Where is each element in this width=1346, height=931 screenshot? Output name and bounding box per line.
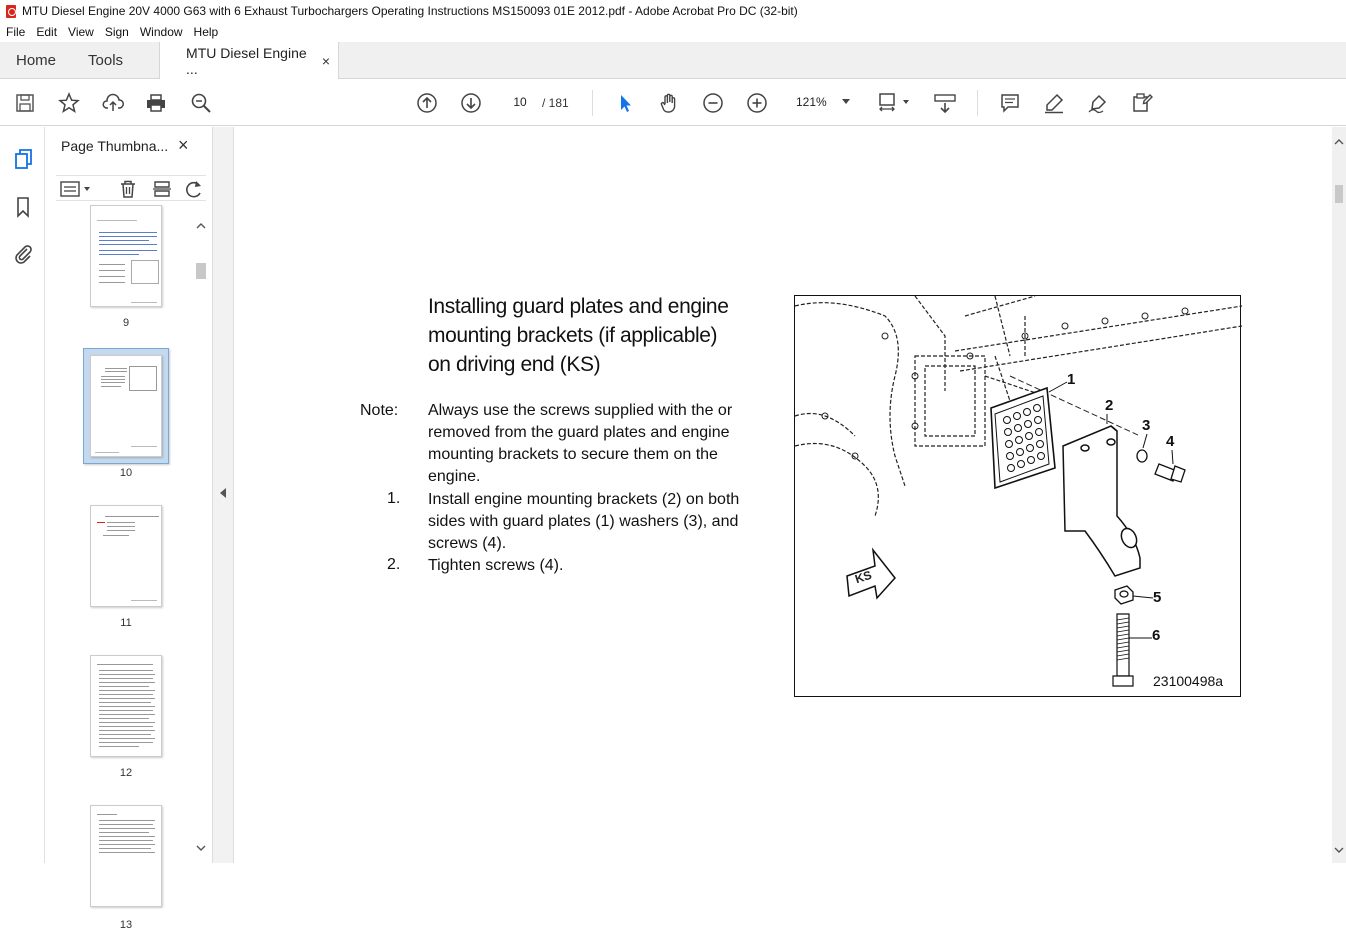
paperclip-icon	[12, 242, 34, 264]
thumbnail-scrollbar[interactable]	[194, 219, 208, 859]
note-line: mounting brackets to secure them on the	[428, 446, 718, 463]
thumbnail-page-9[interactable]	[90, 205, 162, 307]
zoom-in-button[interactable]	[744, 90, 770, 116]
tab-document[interactable]	[159, 42, 339, 79]
scroll-down-icon[interactable]	[1334, 847, 1344, 853]
panel-title: Page Thumbna...	[61, 138, 169, 154]
extract-pages-icon[interactable]	[152, 179, 172, 199]
bookmark-star-button[interactable]	[56, 90, 82, 116]
step-line: Install engine mounting brackets (2) on both	[428, 491, 740, 508]
star-icon	[58, 92, 80, 114]
document-scrollbar[interactable]	[1332, 127, 1346, 863]
fountain-pen-icon	[1087, 92, 1109, 114]
minus-circle-icon	[702, 92, 724, 114]
page-thumbnails-button[interactable]	[11, 147, 35, 171]
scrollbar-thumb[interactable]	[1335, 185, 1343, 203]
thumbnail-label: 11	[120, 617, 132, 629]
page-total: / 181	[542, 96, 569, 110]
callout-1: 1	[1067, 371, 1076, 388]
panel-close-icon[interactable]: ×	[178, 135, 189, 155]
printer-icon	[145, 92, 167, 114]
zoom-search-icon	[190, 92, 212, 114]
section-heading	[428, 292, 728, 379]
upload-button[interactable]	[100, 90, 126, 116]
arrow-up-circle-icon	[416, 92, 438, 114]
previous-page-button[interactable]	[414, 90, 440, 116]
save-icon	[14, 92, 36, 114]
menu-file[interactable]: File	[6, 25, 26, 39]
toolbar-divider	[977, 90, 978, 116]
thumbnail-page-10[interactable]	[90, 355, 162, 457]
tab-tools[interactable]: Tools	[88, 51, 124, 69]
menu-edit[interactable]: Edit	[36, 25, 58, 39]
highlight-button[interactable]	[1041, 90, 1067, 116]
panel-splitter[interactable]	[212, 127, 234, 863]
select-tool-button[interactable]	[612, 90, 638, 116]
callout-3: 3	[1142, 417, 1151, 434]
heading-line: on driving end (KS)	[428, 353, 601, 376]
hand-icon	[658, 92, 680, 114]
step-line: sides with guard plates (1) washers (3), and	[428, 513, 739, 530]
callout-4: 4	[1166, 433, 1175, 450]
thumbnail-page-11[interactable]	[90, 505, 162, 607]
thumbnail-label: 10	[119, 467, 133, 479]
callout-5: 5	[1153, 589, 1162, 606]
step-number: 1.	[387, 490, 401, 507]
highlighter-pen-icon	[1043, 92, 1065, 114]
sign-button[interactable]	[1085, 90, 1111, 116]
save-button[interactable]	[12, 90, 38, 116]
page-thumbnails-panel	[46, 127, 212, 931]
more-tools-button[interactable]	[1129, 90, 1155, 116]
heading-line: mounting brackets (if applicable)	[428, 324, 718, 347]
delete-page-icon[interactable]	[118, 179, 138, 199]
bookmarks-button[interactable]	[11, 195, 35, 219]
toolbar-divider	[592, 90, 593, 116]
navigation-rail	[0, 127, 45, 863]
step-number: 2.	[387, 556, 401, 573]
menu-bar	[0, 22, 1346, 42]
thumbnail-page-12[interactable]	[90, 655, 162, 757]
comment-icon	[999, 92, 1021, 114]
callout-2: 2	[1105, 397, 1114, 414]
title-bar	[0, 0, 1346, 22]
zoom-level-value: 121%	[796, 95, 827, 109]
fit-page-icon	[877, 92, 911, 114]
engine-bracket-figure	[794, 295, 1241, 697]
zoom-level-dropdown[interactable]	[790, 89, 856, 115]
scrollbar-thumb[interactable]	[196, 263, 206, 279]
zoom-out-button[interactable]	[700, 90, 726, 116]
menu-window[interactable]: Window	[139, 25, 183, 39]
hand-tool-button[interactable]	[656, 90, 682, 116]
cloud-upload-icon	[102, 92, 124, 114]
scroll-mode-button[interactable]	[932, 90, 958, 116]
step-text	[428, 555, 778, 577]
plus-circle-icon	[746, 92, 768, 114]
thumbnail-list	[46, 219, 194, 931]
attachments-button[interactable]	[11, 241, 35, 265]
heading-line: Installing guard plates and engine	[428, 295, 729, 318]
window-title: MTU Diesel Engine 20V 4000 G63 with 6 Exhaust Turbochargers Operating Instructions MS150093 01E 2012.pdf - Adobe Acrobat Pro DC (32-bit)	[22, 4, 798, 18]
comment-button[interactable]	[997, 90, 1023, 116]
menu-help[interactable]: Help	[193, 25, 219, 39]
page-number-input[interactable]: 10	[502, 89, 538, 115]
arrow-down-circle-icon	[460, 92, 482, 114]
next-page-button[interactable]	[458, 90, 484, 116]
scroll-up-icon[interactable]	[1334, 139, 1344, 145]
collapse-panel-icon[interactable]	[220, 488, 226, 498]
tab-bar	[0, 42, 1346, 79]
note-line: engine.	[428, 468, 481, 485]
note-label: Note:	[360, 402, 399, 419]
edit-stamp-icon	[1131, 92, 1153, 114]
bookmark-icon	[12, 196, 34, 218]
panel-toolbar	[56, 175, 206, 201]
menu-sign[interactable]: Sign	[104, 25, 129, 39]
note-line: removed from the guard plates and engine	[428, 424, 730, 441]
tab-document-label: MTU Diesel Engine ...	[186, 44, 307, 77]
find-button[interactable]	[188, 90, 214, 116]
keyboard-scroll-icon	[934, 92, 956, 114]
step-line: Tighten screws (4).	[428, 557, 564, 574]
chevron-down-icon	[842, 99, 850, 105]
figure-id: 23100498a	[1153, 673, 1224, 689]
acrobat-pdf-icon	[6, 5, 16, 18]
pages-icon	[12, 148, 34, 170]
cursor-arrow-icon	[614, 92, 636, 114]
thumbnail-page-13[interactable]	[90, 805, 162, 907]
note-text	[428, 400, 778, 488]
thumbnail-label: 12	[119, 767, 133, 779]
scroll-down-icon[interactable]	[196, 845, 206, 851]
thumbnail-label: 9	[122, 317, 130, 329]
tab-close-icon[interactable]: ×	[321, 52, 331, 69]
step-line: screws (4).	[428, 535, 507, 552]
thumbnail-label: 13	[119, 919, 133, 931]
exploded-view-drawing	[795, 296, 1242, 698]
scroll-up-icon[interactable]	[196, 223, 206, 229]
options-menu-icon[interactable]	[60, 180, 94, 198]
rotate-page-icon[interactable]	[184, 179, 204, 199]
note-line: Always use the screws supplied with the or	[428, 402, 733, 419]
step-text	[428, 489, 778, 555]
callout-6: 6	[1152, 627, 1161, 644]
ks-arrow-label: KS	[853, 567, 874, 587]
tab-home[interactable]: Home	[16, 51, 57, 69]
print-button[interactable]	[143, 90, 169, 116]
page-fit-button[interactable]	[876, 90, 912, 116]
menu-view[interactable]: View	[68, 25, 94, 39]
